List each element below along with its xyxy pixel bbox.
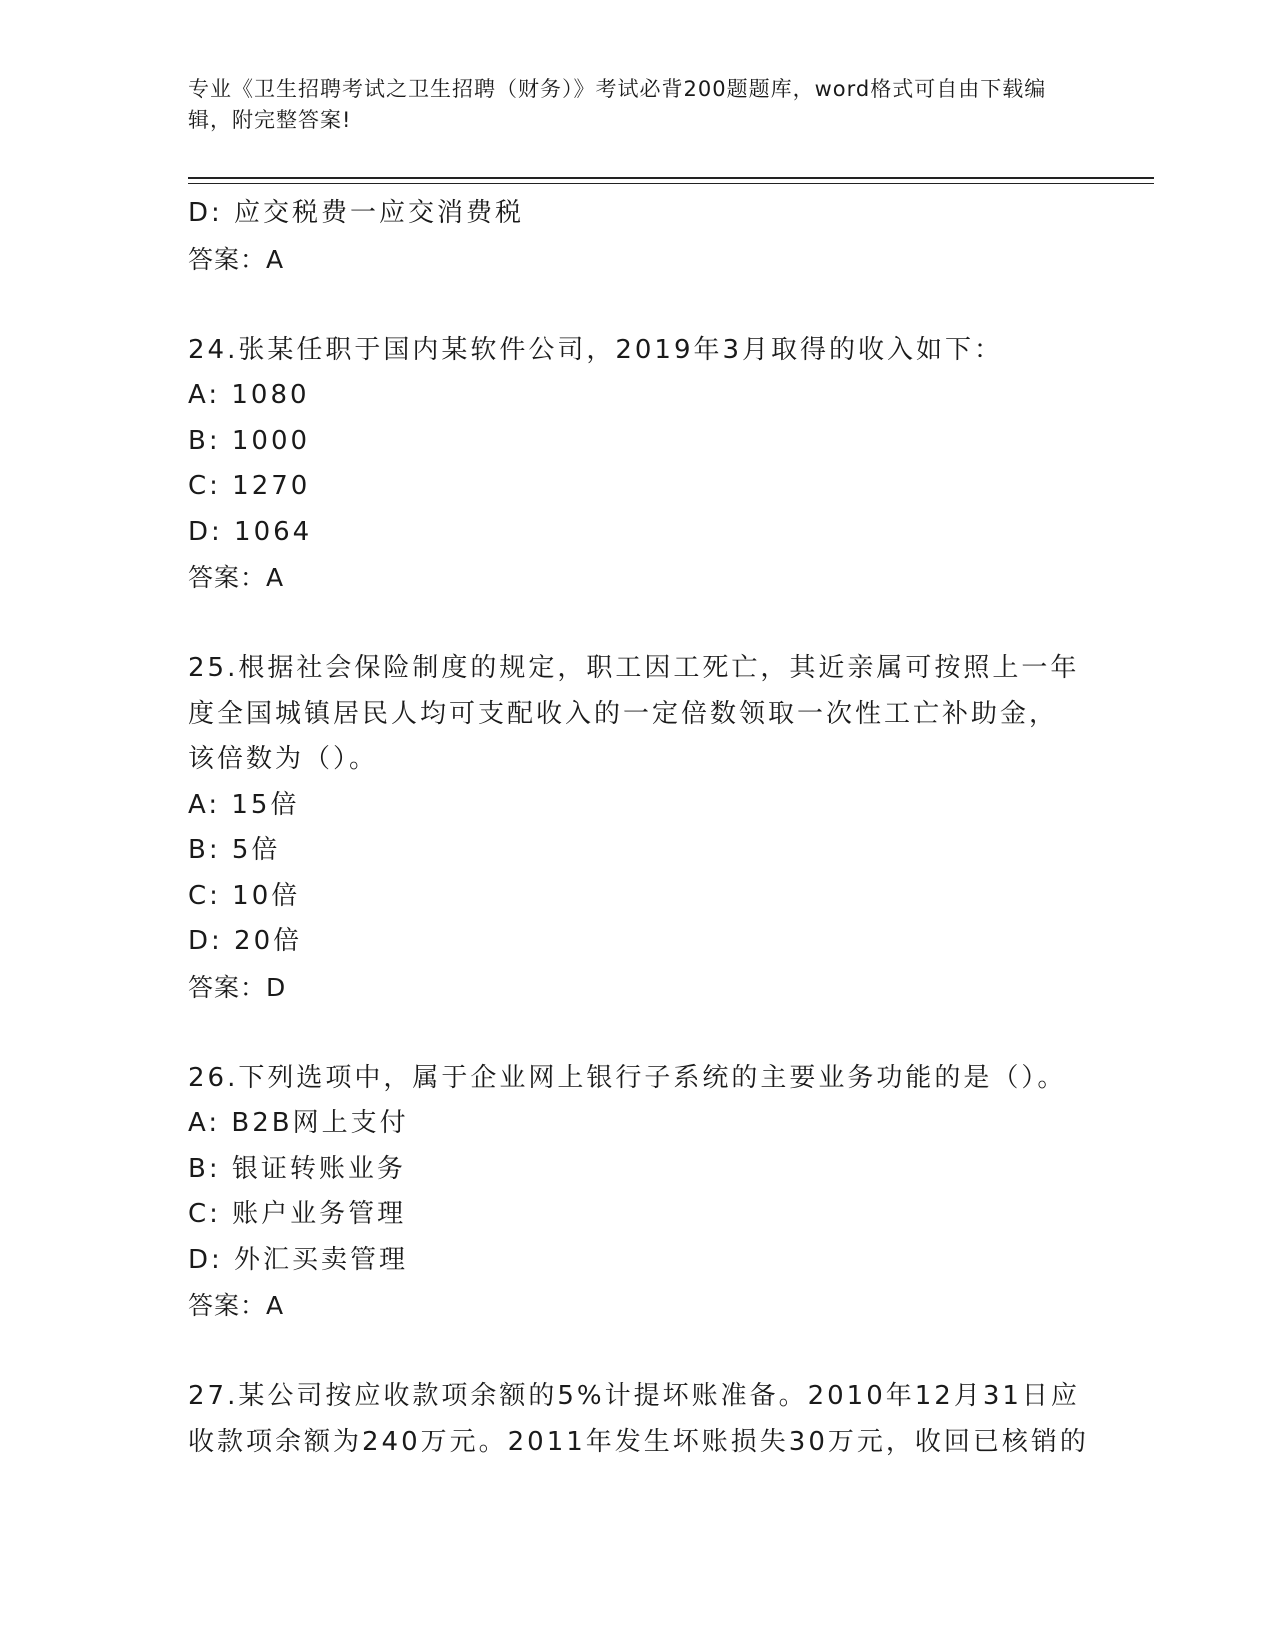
answer-line: 答案：A [188, 244, 285, 274]
question-stem-line-1: 27.某公司按应收款项余额的5%计提坏账准备。2010年12月31日应 [188, 1381, 1080, 1411]
question-27 [188, 1374, 1088, 1465]
option-a: A: B2B网上支付 [188, 1108, 409, 1138]
option-d: D: 应交税费一应交消费税 [188, 198, 525, 228]
answer-line: 答案：A [188, 563, 285, 592]
header-divider-thin [188, 183, 1154, 184]
question-26 [188, 1056, 1088, 1329]
option-a: A: 1080 [188, 380, 310, 410]
document-title: 专业《卫生招聘考试之卫生招聘（财务）》考试必背200题题库，word格式可自由下载编辑，附完整答案! [188, 77, 1047, 132]
question-stem: 24.张某任职于国内某软件公司，2019年3月取得的收入如下： [188, 334, 1004, 365]
spacer [188, 1010, 1088, 1056]
option-b: B: 银证转账业务 [188, 1153, 406, 1184]
option-b: B: 5倍 [188, 835, 281, 865]
question-25 [188, 646, 1088, 1010]
question-stem-line-1: 25.根据社会保险制度的规定，职工因工死亡，其近亲属可按照上一年 [188, 653, 1080, 683]
option-d: D: 1064 [188, 516, 313, 547]
spacer [188, 601, 1088, 647]
question-24 [188, 328, 1088, 601]
answer-line: 答案：A [188, 1291, 285, 1320]
spacer [188, 1329, 1088, 1375]
option-c: C: 10倍 [188, 880, 301, 911]
answer-line: 答案：D [188, 972, 287, 1002]
document-header [188, 74, 1068, 136]
question-stem-line-2: 收款项余额为240万元。2011年发生坏账损失30万元，收回已核销的 [188, 1426, 1089, 1457]
option-d: D: 外汇买卖管理 [188, 1244, 409, 1275]
option-c: C: 账户业务管理 [188, 1199, 407, 1229]
option-b: B: 1000 [188, 425, 311, 456]
question-stem-line-2: 度全国城镇居民人均可支配收入的一定倍数领取一次性工亡补助金， [188, 698, 1059, 729]
question-stem: 26.下列选项中，属于企业网上银行子系统的主要业务功能的是（）。 [188, 1062, 1067, 1093]
option-d: D: 20倍 [188, 926, 303, 956]
option-c: C: 1270 [188, 471, 311, 501]
header-divider [188, 177, 1154, 179]
option-a: A: 15倍 [188, 789, 300, 820]
question-stem-line-3: 该倍数为（）。 [188, 744, 379, 774]
spacer [188, 282, 1088, 328]
question-content [188, 191, 1088, 1465]
